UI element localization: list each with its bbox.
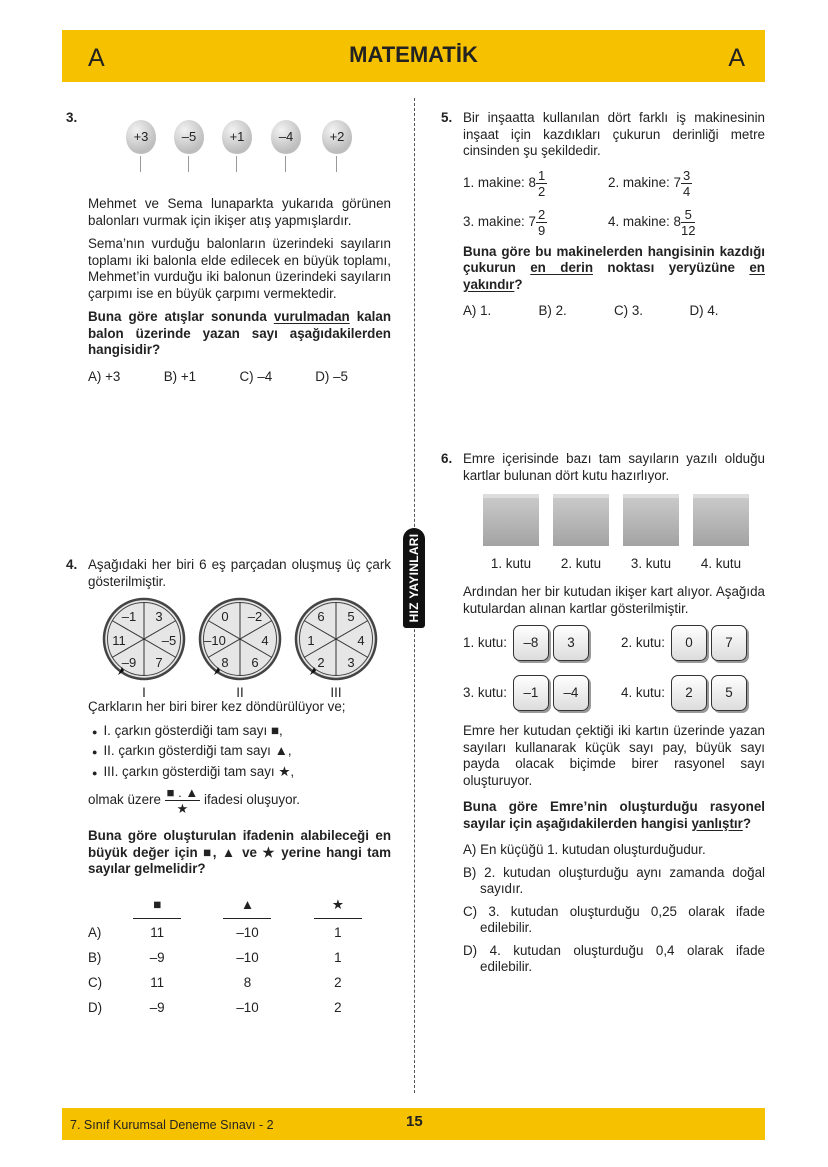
number-card: 5	[711, 675, 747, 711]
wheel-sector-value: 4	[261, 633, 269, 648]
machine-depth	[608, 207, 758, 238]
table-cell: 8	[243, 974, 252, 990]
fraction	[681, 168, 692, 199]
numerator: 5	[681, 207, 695, 223]
table-cell: 1	[334, 949, 342, 965]
question-6	[463, 451, 765, 982]
box-image	[693, 494, 749, 546]
bullet-text: I. çarkın gösterdiği tam sayı ■,	[103, 722, 283, 738]
wheel-sector-value: 8	[221, 655, 229, 670]
box-label: 1. kutu	[490, 556, 532, 571]
answer-option: C) 3.	[614, 303, 644, 318]
fraction	[681, 207, 695, 238]
denominator: 12	[680, 222, 696, 238]
number-card: 0	[671, 625, 707, 661]
balloon: +1	[222, 120, 252, 154]
q6-question: Buna göre Emre’nin oluşturduğu rasyonel sayılar için aşağıdakilerden hangisi yanlıştır?	[463, 799, 765, 831]
page-footer	[62, 1108, 765, 1140]
table-cell: –10	[236, 924, 259, 940]
box-label: 3. kutu	[630, 556, 672, 571]
q3-question: Buna göre atışlar sonunda vurulmadan kalan balon üzerinde yazan sayı aşağıdakilerden hangisidir?	[88, 309, 391, 357]
wheel-label: III	[330, 685, 342, 700]
box-image	[483, 494, 539, 546]
bullet-text: II. çarkın gösterdiği tam sayı ▲,	[103, 743, 292, 758]
machine-depth	[608, 168, 758, 199]
page-number: 15	[406, 1113, 423, 1130]
table-cell: 1	[334, 924, 342, 940]
table-cell: –9	[149, 949, 165, 965]
denominator: 2	[537, 183, 546, 199]
table-cell: 11	[150, 974, 165, 990]
question-4	[88, 557, 391, 1021]
answer-option: B) 2. kutudan oluşturduğu aynı zamanda doğal sayıdır.	[463, 864, 765, 896]
bullet-item: ● III. çarkın gösterdiği tam sayı ★,	[92, 763, 295, 779]
q4-expression: olmak üzere $\frac{■ . ▲}{★}$ ifadesi oluşuyor.	[88, 785, 300, 816]
booklet-letter-left: A	[88, 44, 105, 72]
number-card: –8	[513, 625, 549, 661]
numerator: 2	[537, 206, 546, 222]
q4-paragraph-1: Çarkların her biri birer kez döndürülüyor ve;	[88, 699, 346, 714]
whole-part: 8	[673, 213, 681, 229]
balloon: –5	[174, 120, 204, 154]
option-letter: B)	[88, 949, 102, 965]
fraction	[536, 207, 547, 238]
boxes-figure	[463, 494, 765, 584]
table-row	[88, 921, 383, 946]
number-card: –1	[513, 675, 549, 711]
q5-paragraph-1: Bir inşaatta kullanılan dört farklı iş makinesinin inşaat için kazdıkları çukurun derinliği metre cinsinden şu şekildedir.	[463, 110, 765, 158]
wheel-sector-value: 6	[251, 655, 259, 670]
bullet-item: ● I. çarkın gösterdiği tam sayı ■,	[92, 722, 283, 738]
machine-label: 4. makine:	[608, 213, 670, 229]
wheel-sector-value: 5	[347, 609, 355, 624]
whole-part: 7	[528, 213, 536, 229]
numerator: 1	[537, 167, 546, 183]
wheel-sector-value: –5	[161, 633, 177, 648]
q3-paragraph-1: Mehmet ve Sema lunaparkta yukarıda görünen balonları vurmak için ikişer atış yapmışlardır.	[88, 196, 391, 228]
header-symbol: ★	[314, 897, 362, 920]
whole-part: 7	[673, 174, 681, 190]
question-5-number: 5.	[441, 110, 453, 125]
q4-bullets	[88, 723, 391, 782]
card-group-label: 4. kutu:	[621, 684, 665, 700]
q6-cards	[463, 625, 765, 711]
table-cell: 11	[150, 924, 165, 940]
table-header	[293, 896, 383, 921]
card-group	[621, 675, 766, 711]
subject-title: MATEMATİK	[349, 42, 478, 67]
box-image	[623, 494, 679, 546]
wheels-figure	[102, 597, 391, 700]
card-group-label: 2. kutu:	[621, 634, 665, 650]
table-header	[112, 896, 202, 921]
answer-option: A) En küçüğü 1. kutudan oluşturduğudur.	[463, 842, 706, 857]
whole-part: 8	[528, 174, 536, 190]
header-symbol: ▲	[223, 897, 271, 920]
card-group	[463, 675, 621, 711]
answer-option: B) +1	[163, 368, 197, 384]
machine-depth	[463, 207, 608, 238]
answer-option: A) +3	[88, 368, 121, 384]
table-row	[88, 971, 383, 996]
answer-option: D) 4.	[689, 303, 719, 318]
booklet-letter-right: A	[728, 44, 745, 72]
option-letter: C)	[88, 974, 103, 990]
q3-options	[88, 369, 391, 386]
page-header	[62, 30, 765, 82]
wheel-label: II	[236, 685, 244, 700]
table-cell: –10	[236, 949, 259, 965]
q4-question: Buna göre oluşturulan ifadenin alabileceği en büyük değer için ■, ▲ ve ★ yerine hangi tam sayılar gelmelidir?	[88, 828, 391, 876]
table-row	[88, 996, 383, 1021]
numerator: 3	[682, 167, 691, 183]
answer-option: D) –5	[315, 368, 348, 384]
q3-paragraph-2: Sema’nın vurduğu balonların üzerindeki sayıların toplamı iki balonla elde edilecek en büyük toplamı, Mehmet’in vurduğu iki balonun üzerindeki sayıların çarpımı ise en büyük çarpımı vermektedir.	[88, 236, 391, 301]
bullet-text: III. çarkın gösterdiği tam sayı ★,	[103, 763, 295, 779]
table-row	[88, 946, 383, 971]
table-cell: 2	[334, 999, 342, 1015]
q4-answer-table	[88, 896, 383, 1021]
wheel-label: I	[142, 685, 146, 700]
wheel-sector-value: 4	[357, 633, 365, 648]
q6-paragraph-3: Emre her kutudan çektiği iki kartın üzerinde yazan sayıları kullanarak küçük sayı pay, büyük sayı payda olacak biçimde birer rasyonel sayı oluşturuyor.	[463, 723, 765, 788]
machine-label: 3. makine:	[463, 213, 525, 229]
publisher-logo: HIZ YAYINLARI	[403, 528, 425, 628]
q6-options	[463, 842, 765, 976]
number-card: 7	[711, 625, 747, 661]
table-header	[202, 896, 292, 921]
q6-paragraph-1: Emre içerisinde bazı tam sayıların yazılı olduğu kartlar bulunan dört kutu hazırlıyor.	[463, 451, 765, 483]
table-cell: 2	[334, 974, 342, 990]
q4-intro: Aşağıdaki her biri 6 eş parçadan oluşmuş üç çark gösterilmiştir.	[88, 557, 391, 589]
table-cell: –10	[236, 999, 259, 1015]
number-card: 2	[671, 675, 707, 711]
answer-option: C) –4	[239, 368, 273, 384]
question-4-number: 4.	[66, 557, 78, 572]
answer-option: C) 3. kutudan oluşturduğu 0,25 olarak ifade edilebilir.	[463, 903, 765, 935]
fraction	[536, 168, 547, 199]
card-group-label: 3. kutu:	[463, 684, 507, 700]
question-3	[88, 196, 391, 385]
table-cell: –9	[149, 999, 165, 1015]
q6-paragraph-2: Ardından her bir kutudan ikişer kart alıyor. Aşağıda kutulardan alınan kartlar gösterilmiştir.	[463, 584, 765, 616]
wheel-sector-value: –10	[204, 633, 226, 648]
q5-machines	[463, 168, 765, 238]
wheel-sector-value: 11	[112, 633, 126, 648]
balloon: –4	[271, 120, 301, 154]
question-3-number: 3.	[66, 110, 78, 125]
balloon: +3	[126, 120, 156, 154]
question-6-number: 6.	[441, 451, 453, 466]
box-label: 2. kutu	[560, 556, 602, 571]
answer-option: D) 4. kutudan oluşturduğu 0,4 olarak ifade edilebilir.	[463, 942, 765, 974]
wheel-sector-value: 0	[221, 609, 229, 624]
denominator: 9	[537, 222, 546, 238]
box-label: 4. kutu	[700, 556, 742, 571]
card-group	[621, 625, 766, 661]
machine-depth	[463, 168, 608, 199]
card-group	[463, 625, 621, 661]
header-symbol: ■	[133, 897, 181, 920]
wheel-sector-value: 3	[155, 609, 163, 624]
box-image	[553, 494, 609, 546]
q5-question: Buna göre bu makinelerden hangisinin kazdığı çukurun en derin noktası yeryüzüne en yakındır?	[463, 243, 765, 292]
wheel-sector-value: –9	[121, 655, 137, 670]
number-card: –4	[553, 675, 589, 711]
balloon: +2	[322, 120, 352, 154]
number-card: 3	[553, 625, 589, 661]
exam-name: 7. Sınıf Kurumsal Deneme Sınavı - 2	[70, 1118, 274, 1132]
wheel-sector-value: 1	[307, 633, 315, 648]
question-5	[463, 110, 765, 320]
option-letter: A)	[88, 924, 102, 940]
wheel-sector-value: 2	[317, 655, 325, 670]
wheel-sector-value: –2	[247, 609, 263, 624]
wheel-sector-value: 6	[317, 609, 325, 624]
table-header-row	[88, 896, 383, 921]
wheel-sector-value: 3	[347, 655, 355, 670]
q5-options	[463, 303, 765, 320]
bullet-item: ● II. çarkın gösterdiği tam sayı ▲,	[92, 743, 292, 758]
denominator: 4	[682, 183, 691, 199]
machine-label: 1. makine:	[463, 174, 525, 190]
card-group-label: 1. kutu:	[463, 634, 507, 650]
wheel-sector-value: 7	[155, 655, 163, 670]
option-letter: D)	[88, 999, 103, 1015]
wheel-sector-value: –1	[121, 609, 137, 624]
answer-option: A) 1.	[463, 303, 492, 318]
table-corner	[88, 896, 112, 921]
answer-option: B) 2.	[538, 303, 567, 318]
machine-label: 2. makine:	[608, 174, 670, 190]
